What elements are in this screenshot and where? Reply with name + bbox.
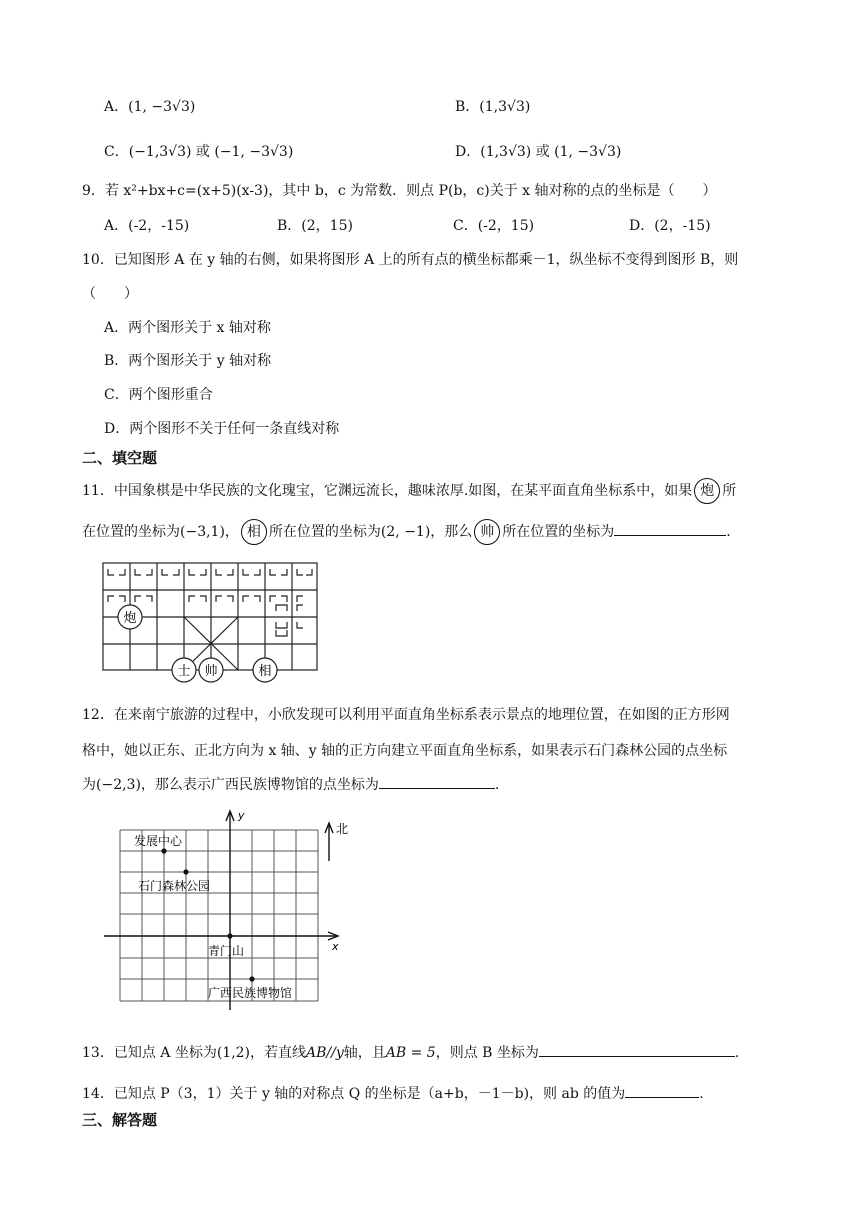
q12-text-3a: 为 xyxy=(82,777,96,793)
q11-coord-xiang: (2, −1) xyxy=(380,524,431,540)
board-pao-piece xyxy=(118,605,142,629)
q13-relation: AB//y xyxy=(306,1045,344,1061)
section-heading-answer: 三、解答题 xyxy=(82,1111,158,1129)
q13-coord-a: (1,2) xyxy=(216,1045,251,1061)
q9-option-a: A．(-2，-15) xyxy=(104,218,190,234)
q11-line1 xyxy=(82,478,736,504)
q10-option-a: A．两个图形关于 x 轴对称 xyxy=(104,320,271,336)
q10-option-c: C．两个图形重合 xyxy=(104,387,213,403)
q13-text-end: . xyxy=(734,1045,740,1061)
q13-text-d: ，则点 B 坐标为 xyxy=(435,1045,539,1061)
q12-text-3b: ，那么表示广西民族博物馆的点坐标为 xyxy=(140,777,379,793)
q14-answer-blank[interactable] xyxy=(625,1083,699,1098)
q9-option-c: C．(-2，15) xyxy=(453,218,535,234)
q9-stem: 9．若 x²+bx+c=(x+5)(x-3)，其中 b，c 为常数．则点 P(b，c)关于 x 轴对称的点的坐标是（ ） xyxy=(82,183,717,199)
q10-stem-line2: （ ） xyxy=(82,286,138,302)
xiang-piece-icon: 相 xyxy=(241,519,267,545)
q12-answer-blank[interactable] xyxy=(379,774,495,789)
q11-text-2b: ， xyxy=(224,524,239,540)
board-shi-piece xyxy=(172,658,196,682)
point-shimen xyxy=(183,869,188,874)
map-x-axis-label: x xyxy=(332,940,339,953)
point-fazhan xyxy=(161,848,166,853)
q12-line1: 12．在来南宁旅游的过程中，小欣发现可以利用平面直角坐标系表示景点的地理位置，在如图的正方形网 xyxy=(82,707,730,723)
q11-text-2a: 在位置的坐标为 xyxy=(82,524,180,540)
map-y-axis-label: y xyxy=(238,809,245,822)
q9-option-b: B．(2，15) xyxy=(277,218,353,234)
section-heading-fill-in: 二、填空题 xyxy=(82,449,158,467)
q12-line3 xyxy=(82,774,499,794)
q12-line2: 格中，她以正东、正北方向为 x 轴、y 轴的正方向建立平面直角坐标系，如果表示石门森林公园的点坐标 xyxy=(82,743,728,759)
map-label-fazhan: 发展中心 xyxy=(134,834,183,848)
board-pao-label: 炮 xyxy=(123,611,137,626)
q13-text-c: 轴，且 xyxy=(343,1045,386,1061)
map-label-museum: 广西民族博物馆 xyxy=(208,986,293,1000)
q14-text: 14．已知点 P（3，1）关于 y 轴的对称点 Q 的坐标是（a+b，－1－b)，则 ab 的值为 xyxy=(82,1086,626,1102)
q11-text-2e: 所在位置的坐标为 xyxy=(502,524,615,540)
board-shi-label: 士 xyxy=(177,664,191,679)
chess-board-figure xyxy=(100,560,322,684)
board-shuai-piece xyxy=(199,658,223,682)
map-label-qingshan: 青门山 xyxy=(208,944,245,958)
q10-option-b: B．两个图形关于 y 轴对称 xyxy=(104,353,272,369)
q8-option-c: C．(−1,3√3) 或 (−1, −3√3) xyxy=(104,144,294,160)
q12-coord-shimen: (−2,3) xyxy=(96,777,141,793)
q13-answer-blank[interactable] xyxy=(539,1042,735,1057)
map-label-shimen: 石门森林公园 xyxy=(138,879,211,893)
q14-line xyxy=(82,1083,704,1103)
q9-option-d: D．(2，-15) xyxy=(629,218,711,234)
q13-equation: AB = 5 xyxy=(385,1045,436,1061)
map-grid-lines xyxy=(120,830,318,1001)
shuai-piece-icon: 帅 xyxy=(474,519,500,545)
q13-text-b: ，若直线 xyxy=(250,1045,307,1061)
board-shuai-label: 帅 xyxy=(204,664,218,679)
q13-text-a: 13．已知点 A 坐标为 xyxy=(82,1045,217,1061)
q8-option-d: D．(1,3√3) 或 (1, −3√3) xyxy=(455,144,622,160)
q14-text-end: . xyxy=(699,1086,704,1102)
q8-option-b: B．(1,3√3) xyxy=(455,99,531,115)
board-xiang-label: 相 xyxy=(258,664,272,679)
q11-text-2-end: . xyxy=(726,524,731,540)
q11-text-2d: ，那么 xyxy=(430,524,473,540)
pao-piece-icon: 炮 xyxy=(694,478,720,504)
q8-option-a: A．(1, −3√3) xyxy=(104,99,196,115)
q11-line2 xyxy=(82,519,731,545)
q12-text-3-end: . xyxy=(494,777,500,793)
point-qingshan xyxy=(227,933,232,938)
q11-text-1-end: 所 xyxy=(722,483,737,499)
q10-stem-line1: 10．已知图形 A 在 y 轴的右侧，如果将图形 A 上的所有点的横坐标都乘－1，纵坐标不变得到图形 B，则 xyxy=(82,252,739,268)
q10-option-d: D．两个图形不关于任何一条直线对称 xyxy=(104,421,340,437)
q11-text-2c: 所在位置的坐标为 xyxy=(268,524,381,540)
map-grid-figure xyxy=(100,805,360,1030)
q11-answer-blank[interactable] xyxy=(614,521,726,536)
q13-line xyxy=(82,1042,739,1062)
point-museum xyxy=(249,976,254,981)
q11-text-1: 11．中国象棋是中华民族的文化瑰宝，它渊远流长，趣味浓厚.如图，在某平面直角坐标系中，如果 xyxy=(82,483,693,499)
map-north-label: 北 xyxy=(336,822,349,836)
board-xiang-piece xyxy=(253,658,277,682)
q11-coord-pao: (−3,1) xyxy=(180,524,225,540)
